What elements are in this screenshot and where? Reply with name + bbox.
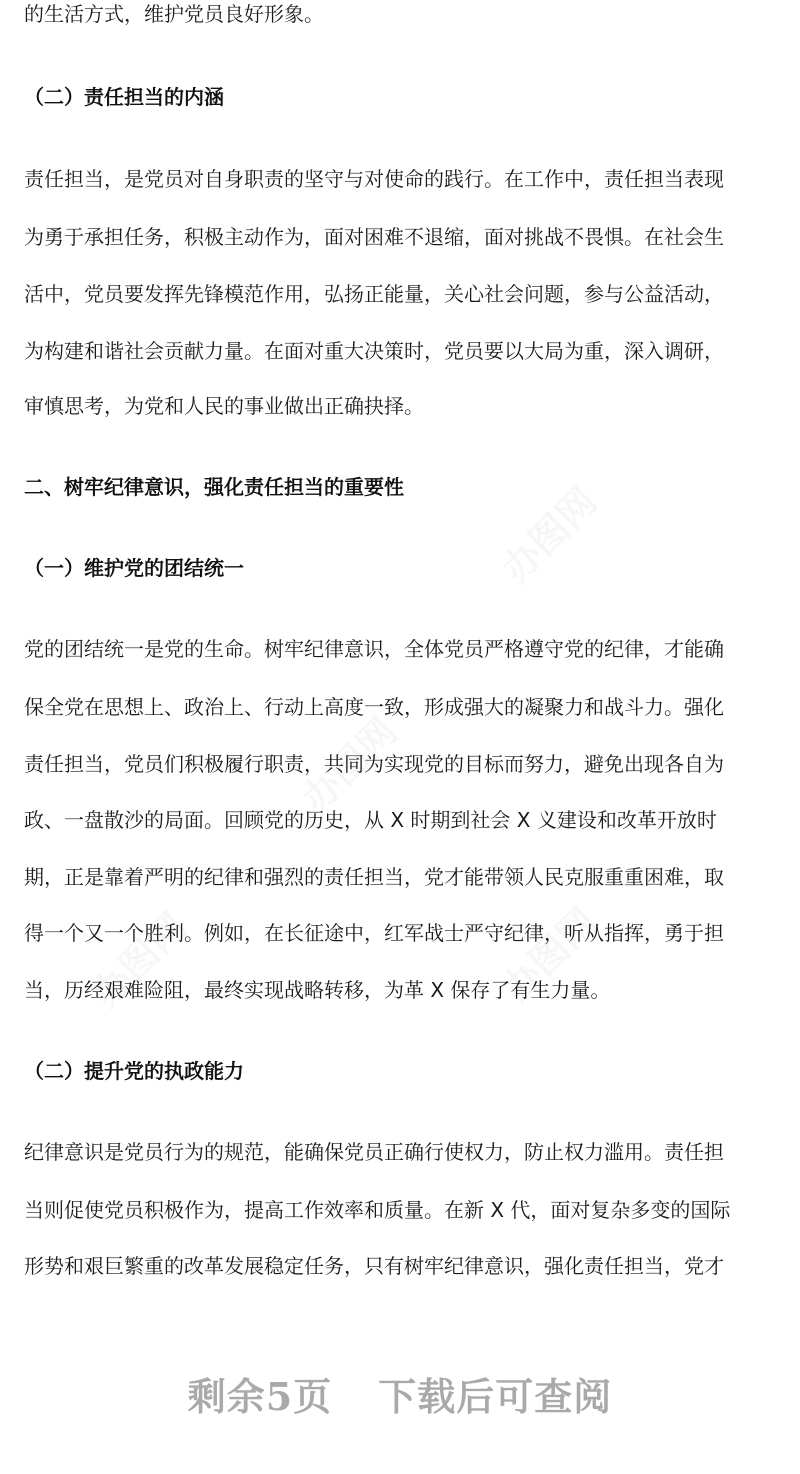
section-heading: （一）维护党的团结统一 bbox=[24, 556, 244, 580]
section-heading: （二）责任担当的内涵 bbox=[24, 85, 224, 109]
section-heading: （二）提升党的执政能力 bbox=[24, 1059, 244, 1083]
body-line: 审慎思考，为党和人民的事业做出正确抉择。 bbox=[24, 394, 424, 418]
body-line: 政、一盘散沙的局面。回顾党的历史，从 X 时期到社会 X 义建设和改革开放时 bbox=[24, 808, 717, 832]
body-line: 责任担当，是党员对自身职责的坚守与对使命的践行。在工作中，责任担当表现 bbox=[24, 167, 724, 191]
body-line: 为勇于承担任务，积极主动作为，面对困难不退缩，面对挑战不畏惧。在社会生 bbox=[24, 225, 724, 249]
remaining-pages-label: 剩余5页 bbox=[187, 1374, 333, 1419]
body-line: 为构建和谐社会贡献力量。在面对重大决策时，党员要以大局为重，深入调研， bbox=[24, 339, 724, 363]
body-line: 党的团结统一是党的生命。树牢纪律意识，全体党员严格遵守党的纪律，才能确 bbox=[24, 637, 724, 661]
download-to-view-label: 下载后可查阅 bbox=[378, 1374, 613, 1419]
body-line: 活中，党员要发挥先锋模范作用，弘扬正能量，关心社会问题，参与公益活动， bbox=[24, 282, 724, 306]
body-line: 保全党在思想上、政治上、行动上高度一致，形成强大的凝聚力和战斗力。强化 bbox=[24, 695, 724, 719]
body-line: 当则促使党员积极作为，提高工作效率和质量。在新 X 代，面对复杂多变的国际 bbox=[24, 1198, 731, 1222]
body-line: 的生活方式，维护党员良好形象。 bbox=[24, 2, 324, 26]
body-line: 得一个又一个胜利。例如，在长征途中，红军战士严守纪律，听从指挥，勇于担 bbox=[24, 921, 724, 945]
body-line: 当，历经艰难险阻，最终实现战略转移，为革 X 保存了有生力量。 bbox=[24, 978, 611, 1002]
body-line: 纪律意识是党员行为的规范，能确保党员正确行使权力，防止权力滥用。责任担 bbox=[24, 1140, 724, 1164]
body-line: 形势和艰巨繁重的改革发展稳定任务，只有树牢纪律意识，强化责任担当，党才 bbox=[24, 1254, 724, 1278]
body-line: 责任担当，党员们积极履行职责，共同为实现党的目标而努力，避免出现各自为 bbox=[24, 752, 724, 776]
download-prompt[interactable] bbox=[0, 1372, 800, 1422]
body-line: 期，正是靠着严明的纪律和强烈的责任担当，党才能带领人民克服重重困难，取 bbox=[24, 865, 724, 889]
chapter-heading: 二、树牢纪律意识，强化责任担当的重要性 bbox=[24, 475, 404, 499]
